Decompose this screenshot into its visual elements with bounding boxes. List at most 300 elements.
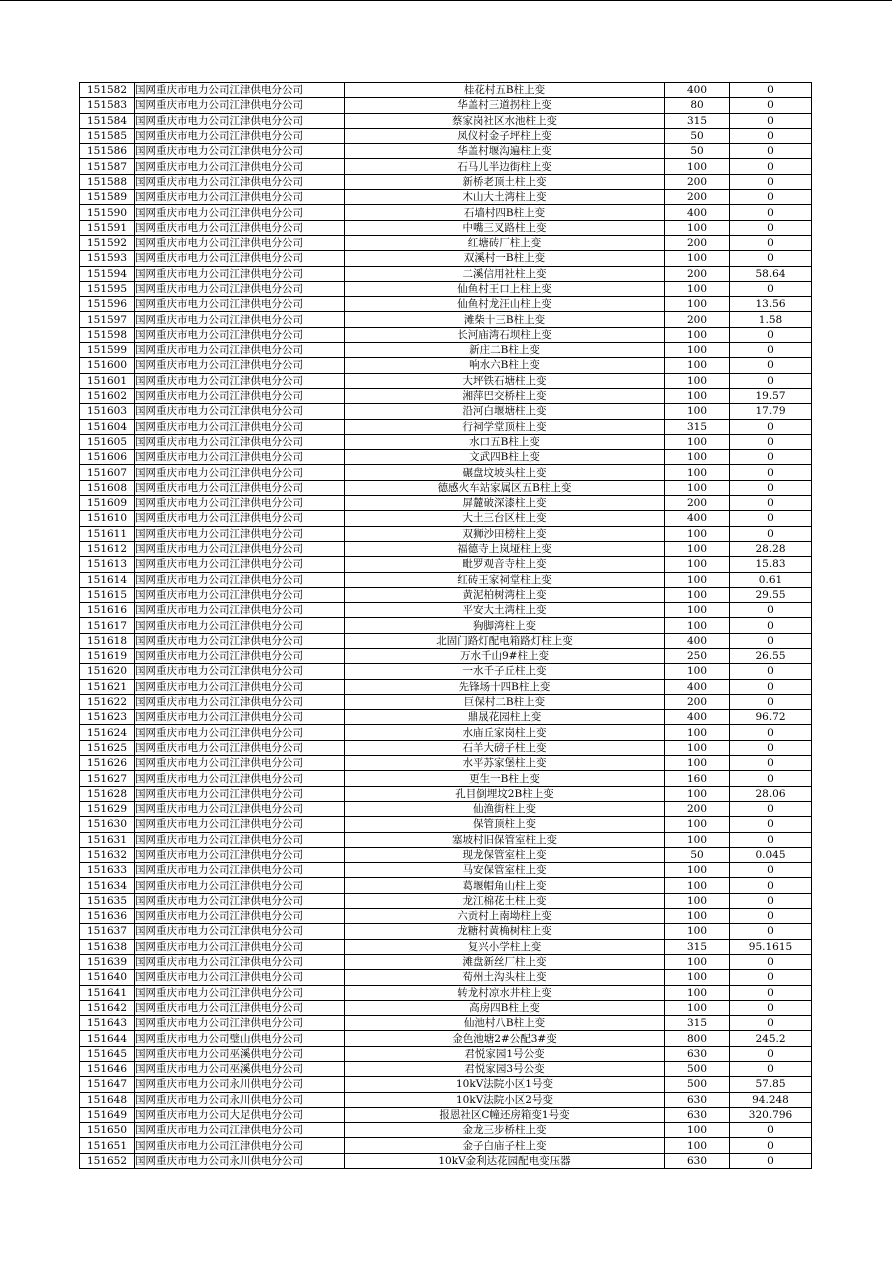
row-id-cell: 151601 <box>80 373 135 388</box>
row-id-cell: 151609 <box>80 496 135 511</box>
transformer-name-cell: 高房四B柱上变 <box>345 1000 665 1015</box>
transformer-name-cell: 仙鱼村龙汪山柱上变 <box>345 297 665 312</box>
value-cell: 0 <box>730 633 812 648</box>
table-row <box>80 786 812 801</box>
transformer-name-cell: 金子白庙子柱上变 <box>345 1138 665 1153</box>
transformer-name-cell: 仙渔街柱上变 <box>345 801 665 816</box>
table-row <box>80 679 812 694</box>
transformer-name-cell: 碾盘坟坡头柱上变 <box>345 465 665 480</box>
value-cell: 0 <box>730 954 812 969</box>
table-row <box>80 312 812 327</box>
table-row <box>80 1092 812 1107</box>
capacity-cell: 500 <box>665 1077 730 1092</box>
value-cell: 0.61 <box>730 572 812 587</box>
capacity-cell: 200 <box>665 496 730 511</box>
company-cell: 国网重庆市电力公司江津供电分公司 <box>135 832 345 847</box>
transformer-name-cell: 一水千子丘柱上变 <box>345 664 665 679</box>
page-top-rule <box>0 0 892 1</box>
row-id-cell: 151602 <box>80 388 135 403</box>
transformer-name-cell: 湘萍巴交桥柱上变 <box>345 388 665 403</box>
value-cell: 0 <box>730 725 812 740</box>
value-cell: 0 <box>730 740 812 755</box>
company-cell: 国网重庆市电力公司巫溪供电分公司 <box>135 1046 345 1061</box>
transformer-name-cell: 德感火车站家属区五B柱上变 <box>345 480 665 495</box>
table-row <box>80 1123 812 1138</box>
value-cell: 0 <box>730 144 812 159</box>
row-id-cell: 151632 <box>80 847 135 862</box>
transformer-name-cell: 水平苏家堡柱上变 <box>345 756 665 771</box>
capacity-cell: 50 <box>665 128 730 143</box>
row-id-cell: 151629 <box>80 801 135 816</box>
capacity-cell: 100 <box>665 159 730 174</box>
transformer-name-cell: 北固门路灯配电箱路灯柱上变 <box>345 633 665 648</box>
company-cell: 国网重庆市电力公司江津供电分公司 <box>135 358 345 373</box>
value-cell: 0 <box>730 327 812 342</box>
company-cell: 国网重庆市电力公司江津供电分公司 <box>135 312 345 327</box>
transformer-name-cell: 双溪村一B柱上变 <box>345 251 665 266</box>
capacity-cell: 100 <box>665 1138 730 1153</box>
company-cell: 国网重庆市电力公司江津供电分公司 <box>135 266 345 281</box>
table-row <box>80 1000 812 1015</box>
transformer-name-cell: 毗罗观音寺柱上变 <box>345 557 665 572</box>
transformer-name-cell: 水口五B柱上变 <box>345 434 665 449</box>
value-cell: 0 <box>730 98 812 113</box>
row-id-cell: 151631 <box>80 832 135 847</box>
row-id-cell: 151612 <box>80 541 135 556</box>
table-row <box>80 496 812 511</box>
capacity-cell: 100 <box>665 909 730 924</box>
company-cell: 国网重庆市电力公司江津供电分公司 <box>135 664 345 679</box>
capacity-cell: 100 <box>665 587 730 602</box>
table-row <box>80 83 812 98</box>
row-id-cell: 151623 <box>80 710 135 725</box>
table-row <box>80 618 812 633</box>
transformer-name-cell: 荀州土沟头柱上变 <box>345 970 665 985</box>
row-id-cell: 151596 <box>80 297 135 312</box>
value-cell: 1.58 <box>730 312 812 327</box>
row-id-cell: 151639 <box>80 954 135 969</box>
row-id-cell: 151594 <box>80 266 135 281</box>
row-id-cell: 151622 <box>80 694 135 709</box>
row-id-cell: 151617 <box>80 618 135 633</box>
row-id-cell: 151633 <box>80 863 135 878</box>
table-row <box>80 526 812 541</box>
company-cell: 国网重庆市电力公司永川供电分公司 <box>135 1092 345 1107</box>
transformer-name-cell: 巨保村二B柱上变 <box>345 694 665 709</box>
value-cell: 57.85 <box>730 1077 812 1092</box>
transformer-name-cell: 金色池塘2#公配3#变 <box>345 1031 665 1046</box>
row-id-cell: 151643 <box>80 1016 135 1031</box>
company-cell: 国网重庆市电力公司江津供电分公司 <box>135 618 345 633</box>
table-row <box>80 205 812 220</box>
row-id-cell: 151604 <box>80 419 135 434</box>
capacity-cell: 100 <box>665 434 730 449</box>
company-cell: 国网重庆市电力公司江津供电分公司 <box>135 817 345 832</box>
table-row <box>80 939 812 954</box>
value-cell: 320.796 <box>730 1107 812 1122</box>
transformer-name-cell: 君悦家园1号公变 <box>345 1046 665 1061</box>
table-row <box>80 1107 812 1122</box>
company-cell: 国网重庆市电力公司江津供电分公司 <box>135 480 345 495</box>
company-cell: 国网重庆市电力公司江津供电分公司 <box>135 159 345 174</box>
capacity-cell: 100 <box>665 465 730 480</box>
value-cell: 0 <box>730 434 812 449</box>
capacity-cell: 100 <box>665 603 730 618</box>
company-cell: 国网重庆市电力公司江津供电分公司 <box>135 893 345 908</box>
capacity-cell: 100 <box>665 817 730 832</box>
table-row <box>80 297 812 312</box>
capacity-cell: 630 <box>665 1153 730 1168</box>
value-cell: 28.06 <box>730 786 812 801</box>
row-id-cell: 151630 <box>80 817 135 832</box>
transformer-name-cell: 君悦家园3号公变 <box>345 1062 665 1077</box>
value-cell: 0 <box>730 496 812 511</box>
capacity-cell: 100 <box>665 664 730 679</box>
row-id-cell: 151638 <box>80 939 135 954</box>
row-id-cell: 151648 <box>80 1092 135 1107</box>
transformer-name-cell: 大坪铁石塘柱上变 <box>345 373 665 388</box>
row-id-cell: 151593 <box>80 251 135 266</box>
capacity-cell: 100 <box>665 327 730 342</box>
company-cell: 国网重庆市电力公司江津供电分公司 <box>135 205 345 220</box>
value-cell: 0 <box>730 756 812 771</box>
transformer-name-cell: 仙鱼村王口上柱上变 <box>345 281 665 296</box>
row-id-cell: 151628 <box>80 786 135 801</box>
transformer-name-cell: 凤仪村金子坪柱上变 <box>345 128 665 143</box>
capacity-cell: 100 <box>665 970 730 985</box>
capacity-cell: 100 <box>665 740 730 755</box>
transformer-name-cell: 转龙村凉水井柱上变 <box>345 985 665 1000</box>
row-id-cell: 151651 <box>80 1138 135 1153</box>
table-row <box>80 801 812 816</box>
table-row <box>80 909 812 924</box>
capacity-cell: 100 <box>665 557 730 572</box>
capacity-cell: 100 <box>665 756 730 771</box>
capacity-cell: 100 <box>665 725 730 740</box>
table-row <box>80 924 812 939</box>
capacity-cell: 100 <box>665 541 730 556</box>
company-cell: 国网重庆市电力公司江津供电分公司 <box>135 1000 345 1015</box>
table-row <box>80 373 812 388</box>
row-id-cell: 151614 <box>80 572 135 587</box>
transformer-name-cell: 10kV金利达花园配电变压器 <box>345 1153 665 1168</box>
capacity-cell: 80 <box>665 98 730 113</box>
row-id-cell: 151586 <box>80 144 135 159</box>
value-cell: 0 <box>730 664 812 679</box>
value-cell: 0 <box>730 373 812 388</box>
company-cell: 国网重庆市电力公司江津供电分公司 <box>135 970 345 985</box>
capacity-cell: 100 <box>665 1123 730 1138</box>
transformer-name-cell: 鼎晟花园柱上变 <box>345 710 665 725</box>
table-row <box>80 664 812 679</box>
value-cell: 0 <box>730 924 812 939</box>
capacity-cell: 400 <box>665 511 730 526</box>
capacity-cell: 630 <box>665 1092 730 1107</box>
transformer-name-cell: 塞坡村旧保管室柱上变 <box>345 832 665 847</box>
value-cell: 0 <box>730 1123 812 1138</box>
company-cell: 国网重庆市电力公司江津供电分公司 <box>135 771 345 786</box>
company-cell: 国网重庆市电力公司江津供电分公司 <box>135 801 345 816</box>
transformer-name-cell: 先锋场十四B柱上变 <box>345 679 665 694</box>
table-row <box>80 266 812 281</box>
value-cell: 0 <box>730 526 812 541</box>
row-id-cell: 151597 <box>80 312 135 327</box>
row-id-cell: 151600 <box>80 358 135 373</box>
capacity-cell: 100 <box>665 863 730 878</box>
value-cell: 0 <box>730 1046 812 1061</box>
value-cell: 0 <box>730 235 812 250</box>
transformer-name-cell: 龙江棉花土柱上变 <box>345 893 665 908</box>
table-row <box>80 404 812 419</box>
company-cell: 国网重庆市电力公司江津供电分公司 <box>135 572 345 587</box>
capacity-cell: 200 <box>665 235 730 250</box>
table-row <box>80 603 812 618</box>
row-id-cell: 151590 <box>80 205 135 220</box>
company-cell: 国网重庆市电力公司江津供电分公司 <box>135 526 345 541</box>
value-cell: 0 <box>730 771 812 786</box>
company-cell: 国网重庆市电力公司江津供电分公司 <box>135 1123 345 1138</box>
company-cell: 国网重庆市电力公司江津供电分公司 <box>135 985 345 1000</box>
company-cell: 国网重庆市电力公司江津供电分公司 <box>135 511 345 526</box>
value-cell: 0 <box>730 970 812 985</box>
company-cell: 国网重庆市电力公司江津供电分公司 <box>135 404 345 419</box>
table-row <box>80 1077 812 1092</box>
company-cell: 国网重庆市电力公司江津供电分公司 <box>135 235 345 250</box>
row-id-cell: 151606 <box>80 450 135 465</box>
capacity-cell: 100 <box>665 572 730 587</box>
row-id-cell: 151591 <box>80 220 135 235</box>
value-cell: 0 <box>730 893 812 908</box>
table-row <box>80 159 812 174</box>
capacity-cell: 100 <box>665 954 730 969</box>
transformer-name-cell: 蔡家岗社区水池柱上变 <box>345 113 665 128</box>
table-row <box>80 113 812 128</box>
row-id-cell: 151625 <box>80 740 135 755</box>
transformer-name-cell: 葛堰帽角山柱上变 <box>345 878 665 893</box>
row-id-cell: 151587 <box>80 159 135 174</box>
row-id-cell: 151588 <box>80 174 135 189</box>
value-cell: 0 <box>730 801 812 816</box>
table-body <box>80 83 812 1169</box>
capacity-cell: 100 <box>665 297 730 312</box>
transformer-name-cell: 水庙丘家岗柱上变 <box>345 725 665 740</box>
company-cell: 国网重庆市电力公司江津供电分公司 <box>135 878 345 893</box>
row-id-cell: 151652 <box>80 1153 135 1168</box>
table-row <box>80 541 812 556</box>
table-row <box>80 878 812 893</box>
value-cell: 0 <box>730 618 812 633</box>
transformer-name-cell: 马安保管室柱上变 <box>345 863 665 878</box>
table-row <box>80 144 812 159</box>
transformer-name-cell: 滩柴十三B柱上变 <box>345 312 665 327</box>
transformer-name-cell: 华盖村堰沟遍柱上变 <box>345 144 665 159</box>
row-id-cell: 151616 <box>80 603 135 618</box>
company-cell: 国网重庆市电力公司大足供电分公司 <box>135 1107 345 1122</box>
row-id-cell: 151647 <box>80 1077 135 1092</box>
table-row <box>80 220 812 235</box>
value-cell: 0 <box>730 694 812 709</box>
table-row <box>80 419 812 434</box>
table-row <box>80 648 812 663</box>
table-row <box>80 450 812 465</box>
capacity-cell: 100 <box>665 480 730 495</box>
transformer-name-cell: 平安大土湾柱上变 <box>345 603 665 618</box>
row-id-cell: 151646 <box>80 1062 135 1077</box>
transformer-name-cell: 响水六B柱上变 <box>345 358 665 373</box>
transformer-name-cell: 屏麓破深漆柱上变 <box>345 496 665 511</box>
capacity-cell: 100 <box>665 985 730 1000</box>
value-cell: 0 <box>730 83 812 98</box>
row-id-cell: 151583 <box>80 98 135 113</box>
value-cell: 0.045 <box>730 847 812 862</box>
capacity-cell: 400 <box>665 679 730 694</box>
transformer-name-cell: 红塘砖厂柱上变 <box>345 235 665 250</box>
value-cell: 19.57 <box>730 388 812 403</box>
capacity-cell: 100 <box>665 251 730 266</box>
transformer-name-cell: 10kV法院小区2号变 <box>345 1092 665 1107</box>
company-cell: 国网重庆市电力公司江津供电分公司 <box>135 847 345 862</box>
company-cell: 国网重庆市电力公司璧山供电分公司 <box>135 1031 345 1046</box>
table-row <box>80 343 812 358</box>
row-id-cell: 151626 <box>80 756 135 771</box>
value-cell: 0 <box>730 817 812 832</box>
row-id-cell: 151624 <box>80 725 135 740</box>
value-cell: 94.248 <box>730 1092 812 1107</box>
transformer-name-cell: 保管顶柱上变 <box>345 817 665 832</box>
company-cell: 国网重庆市电力公司江津供电分公司 <box>135 756 345 771</box>
transformer-name-cell: 长河庙湾石坝柱上变 <box>345 327 665 342</box>
capacity-cell: 400 <box>665 83 730 98</box>
capacity-cell: 200 <box>665 266 730 281</box>
transformer-table <box>79 82 812 1169</box>
company-cell: 国网重庆市电力公司江津供电分公司 <box>135 128 345 143</box>
row-id-cell: 151603 <box>80 404 135 419</box>
transformer-name-cell: 双狮沙田榜柱上变 <box>345 526 665 541</box>
company-cell: 国网重庆市电力公司江津供电分公司 <box>135 633 345 648</box>
value-cell: 17.79 <box>730 404 812 419</box>
table-row <box>80 1062 812 1077</box>
row-id-cell: 151634 <box>80 878 135 893</box>
value-cell: 0 <box>730 1016 812 1031</box>
value-cell: 0 <box>730 1062 812 1077</box>
transformer-name-cell: 孔目倒埋坟2B柱上变 <box>345 786 665 801</box>
transformer-name-cell: 黄泥柏树湾柱上变 <box>345 587 665 602</box>
table-row <box>80 1153 812 1168</box>
company-cell: 国网重庆市电力公司江津供电分公司 <box>135 679 345 694</box>
capacity-cell: 100 <box>665 281 730 296</box>
row-id-cell: 151613 <box>80 557 135 572</box>
row-id-cell: 151650 <box>80 1123 135 1138</box>
company-cell: 国网重庆市电力公司永川供电分公司 <box>135 1153 345 1168</box>
row-id-cell: 151641 <box>80 985 135 1000</box>
capacity-cell: 160 <box>665 771 730 786</box>
transformer-name-cell: 报恩社区C幢还房箱变1号变 <box>345 1107 665 1122</box>
transformer-name-cell: 金龙三步桥柱上变 <box>345 1123 665 1138</box>
capacity-cell: 200 <box>665 801 730 816</box>
value-cell: 0 <box>730 190 812 205</box>
row-id-cell: 151640 <box>80 970 135 985</box>
table-row <box>80 511 812 526</box>
row-id-cell: 151637 <box>80 924 135 939</box>
transformer-name-cell: 10kV法院小区1号变 <box>345 1077 665 1092</box>
table-row <box>80 694 812 709</box>
transformer-name-cell: 沿河白堰塘柱上变 <box>345 404 665 419</box>
table-row <box>80 1031 812 1046</box>
row-id-cell: 151621 <box>80 679 135 694</box>
table-row <box>80 98 812 113</box>
company-cell: 国网重庆市电力公司江津供电分公司 <box>135 434 345 449</box>
value-cell: 0 <box>730 603 812 618</box>
transformer-name-cell: 桂花村五B柱上变 <box>345 83 665 98</box>
row-id-cell: 151627 <box>80 771 135 786</box>
row-id-cell: 151619 <box>80 648 135 663</box>
capacity-cell: 100 <box>665 893 730 908</box>
value-cell: 0 <box>730 465 812 480</box>
company-cell: 国网重庆市电力公司江津供电分公司 <box>135 954 345 969</box>
capacity-cell: 100 <box>665 358 730 373</box>
value-cell: 0 <box>730 679 812 694</box>
row-id-cell: 151592 <box>80 235 135 250</box>
table-row <box>80 480 812 495</box>
capacity-cell: 200 <box>665 312 730 327</box>
value-cell: 0 <box>730 1153 812 1168</box>
transformer-name-cell: 木山大土湾柱上变 <box>345 190 665 205</box>
table-row <box>80 771 812 786</box>
company-cell: 国网重庆市电力公司江津供电分公司 <box>135 190 345 205</box>
transformer-name-cell: 仙池村八B柱上变 <box>345 1016 665 1031</box>
row-id-cell: 151642 <box>80 1000 135 1015</box>
value-cell: 0 <box>730 205 812 220</box>
table-row <box>80 633 812 648</box>
table-row <box>80 893 812 908</box>
value-cell: 13.56 <box>730 297 812 312</box>
transformer-name-cell: 万水千山9#柱上变 <box>345 648 665 663</box>
company-cell: 国网重庆市电力公司江津供电分公司 <box>135 557 345 572</box>
table-row <box>80 1138 812 1153</box>
table-row <box>80 174 812 189</box>
table-row <box>80 434 812 449</box>
company-cell: 国网重庆市电力公司江津供电分公司 <box>135 1016 345 1031</box>
row-id-cell: 151607 <box>80 465 135 480</box>
value-cell: 0 <box>730 878 812 893</box>
row-id-cell: 151610 <box>80 511 135 526</box>
table-row <box>80 725 812 740</box>
company-cell: 国网重庆市电力公司江津供电分公司 <box>135 465 345 480</box>
capacity-cell: 100 <box>665 404 730 419</box>
company-cell: 国网重庆市电力公司江津供电分公司 <box>135 1138 345 1153</box>
value-cell: 0 <box>730 832 812 847</box>
capacity-cell: 100 <box>665 220 730 235</box>
company-cell: 国网重庆市电力公司江津供电分公司 <box>135 144 345 159</box>
transformer-name-cell: 石马儿半边街柱上变 <box>345 159 665 174</box>
company-cell: 国网重庆市电力公司江津供电分公司 <box>135 98 345 113</box>
transformer-name-cell: 龙糖村黄桷树柱上变 <box>345 924 665 939</box>
company-cell: 国网重庆市电力公司江津供电分公司 <box>135 373 345 388</box>
capacity-cell: 200 <box>665 190 730 205</box>
row-id-cell: 151645 <box>80 1046 135 1061</box>
capacity-cell: 630 <box>665 1107 730 1122</box>
capacity-cell: 100 <box>665 526 730 541</box>
row-id-cell: 151582 <box>80 83 135 98</box>
table-row <box>80 1016 812 1031</box>
company-cell: 国网重庆市电力公司江津供电分公司 <box>135 327 345 342</box>
company-cell: 国网重庆市电力公司江津供电分公司 <box>135 450 345 465</box>
company-cell: 国网重庆市电力公司江津供电分公司 <box>135 83 345 98</box>
row-id-cell: 151636 <box>80 909 135 924</box>
table-row <box>80 954 812 969</box>
capacity-cell: 315 <box>665 939 730 954</box>
capacity-cell: 630 <box>665 1046 730 1061</box>
